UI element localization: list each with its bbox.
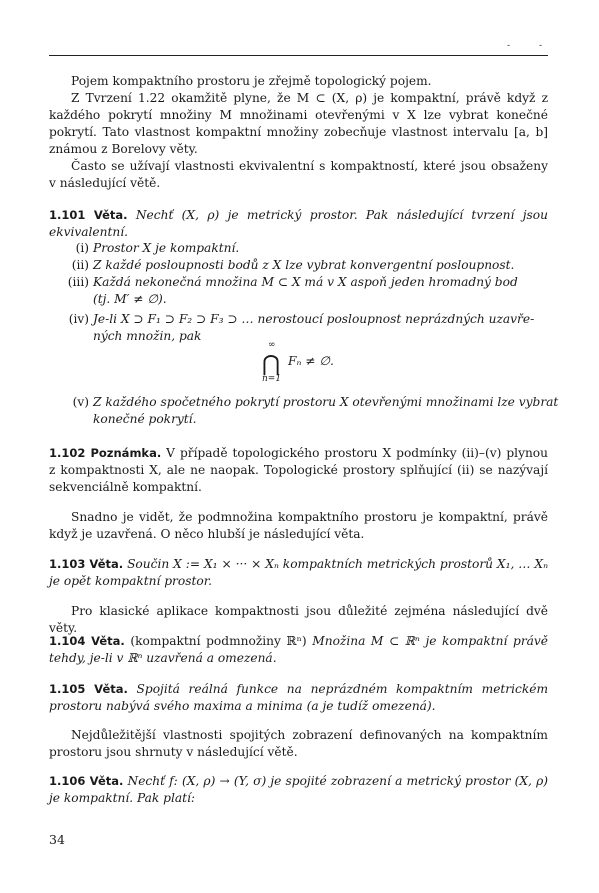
- header-mark-right: -: [539, 41, 543, 51]
- paragraph-text: Snadno je vidět, že podmnožina kompaktního prostoru je kompaktní, právě když je uzavřená. O něco hlubší je následující věta.: [49, 510, 548, 541]
- theorem-1-101: [49, 207, 548, 241]
- header-mark-left: -: [507, 41, 511, 51]
- paragraph-text: Nejdůležitější vlastnosti spojitých zobrazení definovaných na kompaktním prostoru jsou shrnuty v následující větě.: [49, 728, 548, 759]
- theorem-1-105: [49, 681, 548, 715]
- paragraph-text: Pro klasické aplikace kompaktnosti jsou důležité zejména následující dvě věty.: [49, 604, 548, 635]
- remark-text: V případě topologického prostoru X podmínky (ii)–(v) plynou z kompaktnosti X, ale ne naopak. Topologické prostory splňující (ii) se nazývají sekvenciálně kompaktní.: [49, 446, 548, 494]
- theorem-1-106: [49, 773, 548, 807]
- theorem-statement: Součin X := X₁ × ··· × Xₙ kompaktních metrických prostorů X₁, … Xₙ je opět kompaktní prostor.: [49, 557, 549, 588]
- intersection-formula: [262, 340, 382, 388]
- item-text: Z každé posloupnosti bodů z X lze vybrat konvergentní posloupnost.: [93, 258, 515, 272]
- theorem-note: (kompaktní podmnožiny ℝⁿ): [130, 634, 307, 648]
- theorem-1-103: [49, 556, 548, 590]
- item-text: Prostor X je kompaktní.: [93, 241, 240, 255]
- formula-lower-limit: n=1: [262, 374, 282, 384]
- theorem-number: 1.103 Věta.: [49, 557, 124, 571]
- theorem-number: 1.105 Věta.: [49, 682, 128, 696]
- formula-expression: Fₙ ≠ ∅.: [288, 354, 334, 368]
- item-text: Z každého spočetného pokrytí prostoru X otevřenými množinami lze vybrat: [93, 395, 559, 409]
- intro-paragraph-2: Z Tvrzení 1.22 okamžitě plyne, že M ⊂ (X, ρ) je kompaktní, právě když z každého pokrytí množiny M množinami otevřenými v X lze vybrat konečné pokrytí. Tato vlastnost kompaktní množiny zobecňuje vlastnost intervalu [a, b] známou z Borelovy věty.: [49, 91, 548, 156]
- intro-paragraph-1: Pojem kompaktního prostoru je zřejmě topologický pojem.: [71, 74, 432, 88]
- item-label: (iv): [68, 312, 89, 326]
- item-text: Je-li X ⊃ F₁ ⊃ F₂ ⊃ F₃ ⊃ … nerostoucí posloupnost neprázdných uzavře-: [93, 312, 535, 326]
- item-text-continued: konečné pokrytí.: [93, 412, 197, 426]
- theorem-statement: Nechť (X, ρ) je metrický prostor. Pak následující tvrzení jsou ekvivalentní.: [49, 208, 548, 239]
- big-intersection-symbol: ⋂: [262, 352, 281, 377]
- theorem-1-104: [49, 633, 548, 667]
- item-text-continued: ných množin, pak: [93, 329, 202, 343]
- item-label: (ii): [71, 258, 89, 272]
- theorem-statement: Nechť f: (X, ρ) → (Y, σ) je spojité zobrazení a metrický prostor (X, ρ) je kompaktní. Pak platí:: [49, 774, 548, 805]
- theorem-statement: Spojitá reálná funkce na neprázdném kompaktním metrickém prostoru nabývá svého maxima a minima (a je tudíž omezená).: [49, 682, 549, 713]
- theorem-number: 1.101 Věta.: [49, 208, 128, 222]
- remark-number: 1.102 Poznámka.: [49, 446, 162, 460]
- intro-section: [49, 73, 548, 192]
- theorem-statement: Množina M ⊂ ℝⁿ je kompaktní právě tehdy, je-li v ℝⁿ uzavřená a omezená.: [49, 634, 549, 665]
- theorem-number: 1.104 Věta.: [49, 634, 125, 648]
- page-number: 34: [49, 832, 65, 847]
- item-text-continued: (tj. M′ ≠ ∅).: [93, 292, 167, 306]
- header-rule: [49, 55, 548, 56]
- formula-upper-limit: ∞: [268, 340, 276, 350]
- theorem-number: 1.106 Věta.: [49, 774, 124, 788]
- remark-1-102: [49, 445, 548, 496]
- paragraph-applications: [49, 603, 548, 637]
- item-text: Každá nekonečná množina M ⊂ X má v X aspoň jeden hromadný bod: [93, 275, 518, 289]
- item-label: (v): [72, 395, 89, 409]
- paragraph-continuous-maps: [49, 727, 548, 761]
- paragraph-closed-subsets: [49, 509, 548, 543]
- item-label: (i): [75, 241, 89, 255]
- intro-paragraph-3: Často se užívají vlastnosti ekvivalentní s kompaktností, které jsou obsaženy v následující větě.: [49, 159, 548, 190]
- item-label: (iii): [67, 275, 89, 289]
